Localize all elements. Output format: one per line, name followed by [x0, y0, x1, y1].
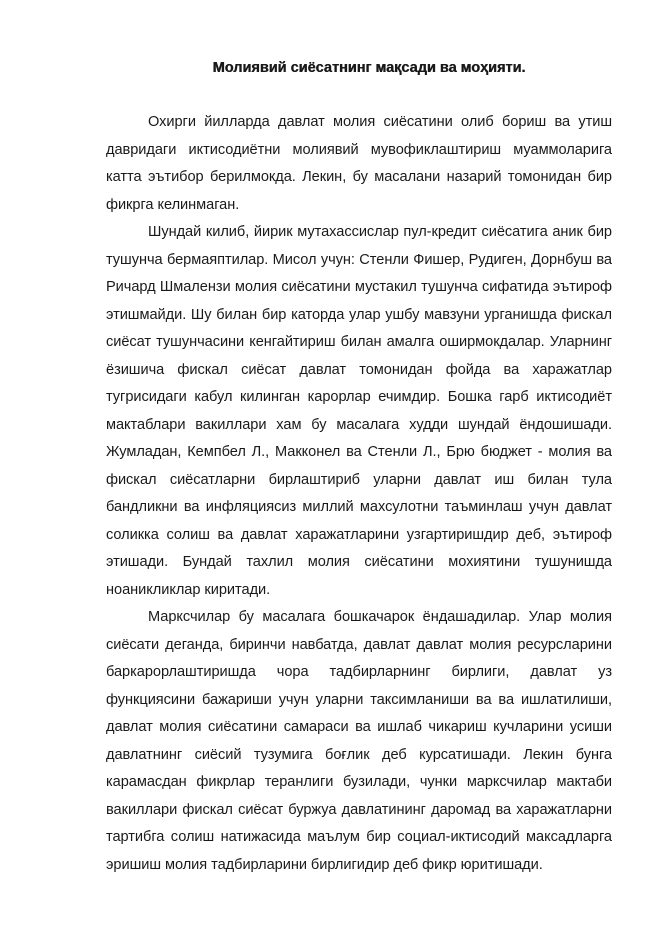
- paragraph-2: Шундай килиб, йирик мутахассислар пул-кредит сиёсатига аник бир тушунча бермаяптилар. Мисол учун: Стенли Фишер, Рудиген, Дорнбуш ва Ричард Шмалензи молия сиёсатини мустакил тушунча сифатида эътироф этишмайди. Шу билан бир каторда улар ушбу мавзуни урганишда фискал сиёсат тушунчасини кенгайтириш билан амалга оширмокдалар. Уларнинг ёзишича фискал сиёсат давлат томонидан фойда ва харажатлар тугрисидаги кабул килинган карорлар ечимдир. Бошка гарб иктисодиёт мактаблари вакиллари хам бу масалага худди шундай ёндошишади. Жумладан, Кемпбел Л., Макконел ва Стенли Л., Брю бюджет - молия ва фискал сиёсатларни бирлаштириб уларни давлат иш билан тула бандликни ва инфляциясиз миллий махсулотни таъминлаш учун давлат соликка солиш ва давлат харажатларини узгартиришдир деб, эътироф этишади. Бундай тахлил молия сиёсатини мохиятини тушунишда ноаникликлар киритади.: [106, 224, 612, 598]
- document-page: [106, 60, 612, 879]
- paragraph-1: Охирги йилларда давлат молия сиёсатини олиб бориш ва утиш давридаги иктисодиётни молиявий мувофиклаштириш муаммоларига катта эътибор берилмокда. Лекин, бу масалани назарий томонидан бир фикрга келинмаган.: [106, 114, 612, 213]
- document-title: Молиявий сиёсатнинг мақсади ва моҳияти.: [212, 60, 526, 76]
- paragraph-3: Марксчилар бу масалага бошкачарок ёндашадилар. Улар молия сиёсати деганда, биринчи навбатда, давлат давлат молия ресурсларини баркарорлаштиришда чора тадбирларнинг бирлиги, давлат уз функциясини бажариши учун уларни таксимланиши ва ва ишлатилиши, давлат молия сиёсатини самараси ва ишлаб чикариш кучларини усиши давлатнинг сиёсий тузумига боғлик деб курсатишади. Лекин бунга карамасдан фикрлар теранлиги бузилади, чунки марксчилар мактаби вакиллари фискал сиёсат буржуа давлатининг даромад ва харажатларни тартибга солиш натижасида маълум бир социал-иктисодий максадларга эришиш молия тадбирларини бирлигидир деб фикр юритишади.: [106, 609, 612, 873]
